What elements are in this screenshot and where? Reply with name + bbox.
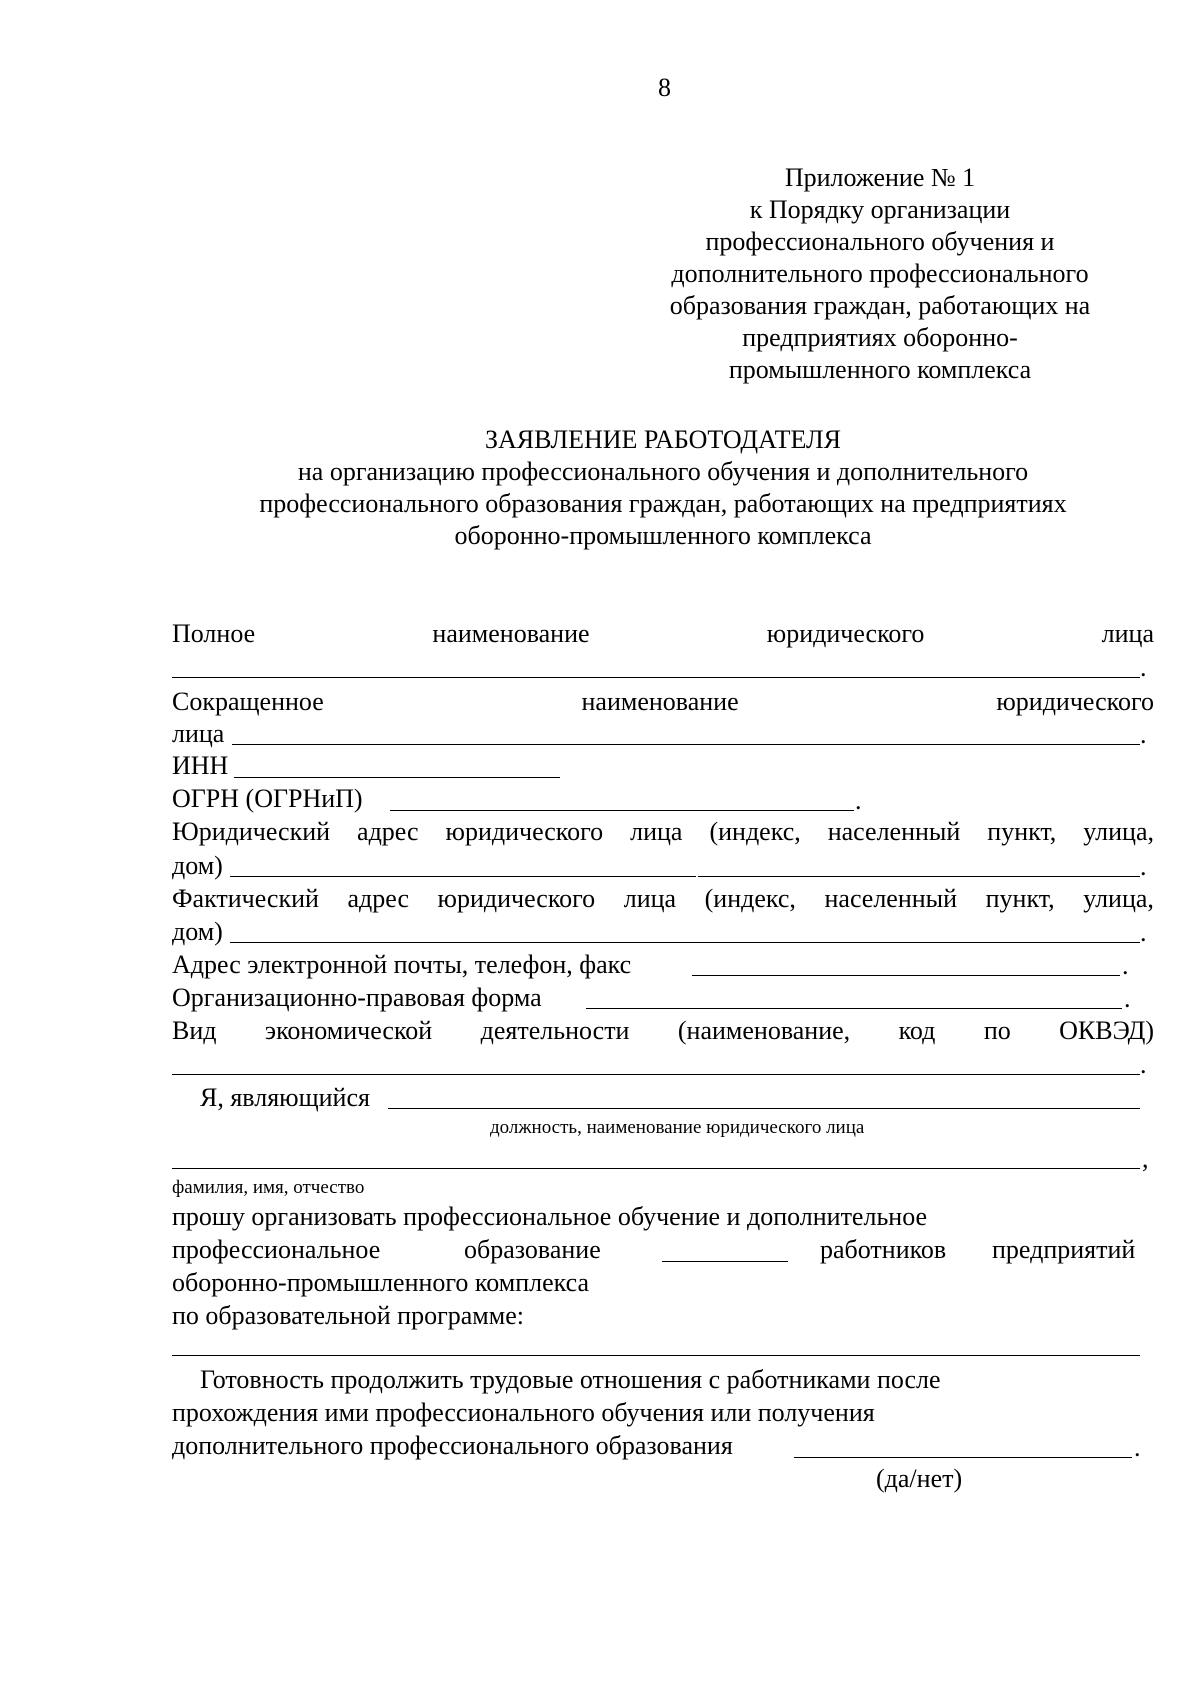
label-word: Фактический <box>172 884 319 913</box>
appendix-line: к Порядку организации <box>749 195 1011 224</box>
label-word: населенный <box>827 817 961 846</box>
appendix-line: образования граждан, работающих на <box>669 291 1091 320</box>
legal-form-label: Организационно-правовая форма <box>172 983 542 1012</box>
readiness-caption: (да/нет) <box>876 1464 963 1493</box>
page-number: 8 <box>658 73 671 102</box>
short-name-label-cont: лица <box>172 719 225 748</box>
readiness-text: дополнительного профессионального образования <box>172 1431 733 1460</box>
label-word: юридического <box>996 687 1154 716</box>
legal-address-field-1[interactable] <box>230 876 696 877</box>
ogrn-label: ОГРН (ОГРНиП) <box>172 784 363 813</box>
activity-field[interactable] <box>172 1074 1140 1075</box>
request-word: предприятий <box>992 1235 1136 1264</box>
label-word: юридического <box>766 619 925 648</box>
label-word: юридического <box>437 884 596 913</box>
label-word: код <box>898 1016 936 1045</box>
label-word: наименование <box>581 687 739 716</box>
full-name-label <box>172 618 1154 650</box>
actual-address-label-cont: дом) <box>172 917 223 946</box>
appendix-line: Приложение № 1 <box>784 163 976 192</box>
label-word: адрес <box>347 884 409 913</box>
fio-field[interactable] <box>172 1168 1140 1169</box>
appendix-block <box>630 162 1130 386</box>
label-word: улица, <box>1083 884 1154 913</box>
fio-caption: фамилия, имя, отчество <box>172 1177 365 1198</box>
title-sub: профессионального образования граждан, работающих на предприятиях <box>259 489 1067 518</box>
declaration-intro: Я, являющийся <box>200 1083 370 1112</box>
label-word: юридического <box>445 817 604 846</box>
contacts-label: Адрес электронной почты, телефон, факс <box>172 950 632 979</box>
request-text: прошу организовать профессиональное обучение и дополнительное <box>172 1202 928 1231</box>
legal-form-field[interactable] <box>586 1008 1122 1009</box>
label-word: Полное <box>172 619 256 648</box>
legal-address-field-2[interactable] <box>698 876 1140 877</box>
appendix-line: предприятиях оборонно- <box>742 323 1018 352</box>
short-name-field[interactable] <box>232 744 1140 745</box>
label-word: адрес <box>357 817 419 846</box>
request-word: профессиональное <box>172 1235 381 1264</box>
label-word: экономической <box>264 1016 433 1045</box>
label-word: улица, <box>1083 817 1154 846</box>
actual-address-label <box>172 883 1154 915</box>
inn-label: ИНН <box>172 751 229 780</box>
appendix-line: промышленного комплекса <box>728 355 1032 384</box>
label-word: лица <box>623 884 677 913</box>
short-name-label <box>172 686 1154 718</box>
readiness-text: Готовность продолжить трудовые отношения с работниками после <box>200 1365 941 1394</box>
position-field[interactable] <box>388 1108 1140 1109</box>
ogrn-field[interactable] <box>390 810 854 811</box>
request-text: оборонно-промышленного комплекса <box>172 1268 590 1297</box>
legal-address-label-cont: дом) <box>172 851 223 880</box>
label-word: Вид <box>172 1016 217 1045</box>
appendix-line: дополнительного профессионального <box>671 259 1089 288</box>
label-word: Сокращенное <box>172 687 324 716</box>
label-word: (индекс, <box>709 817 801 846</box>
label-word: населенный <box>824 884 958 913</box>
document-title <box>172 424 1154 552</box>
title-sub: на организацию профессионального обучения и дополнительного <box>297 457 1029 486</box>
appendix-line: профессионального обучения и <box>705 227 1055 256</box>
label-word: лица <box>630 817 683 846</box>
request-word: образование <box>464 1235 601 1264</box>
label-word: наименование <box>432 619 590 648</box>
actual-address-field[interactable] <box>230 942 1140 943</box>
full-name-field[interactable] <box>172 677 1140 678</box>
readiness-text: прохождения ими профессионального обучения или получения <box>172 1398 875 1427</box>
label-word: (индекс, <box>704 884 796 913</box>
contacts-field[interactable] <box>692 975 1120 976</box>
title-main: ЗАЯВЛЕНИЕ РАБОТОДАТЕЛЯ <box>484 425 842 454</box>
label-word: пункт, <box>987 817 1057 846</box>
activity-label <box>172 1015 1154 1047</box>
label-word: (наименование, <box>677 1016 851 1045</box>
title-sub: оборонно-промышленного комплекса <box>454 521 872 550</box>
label-word: деятельности <box>480 1016 630 1045</box>
position-caption: должность, наименование юридического лица <box>490 1117 865 1138</box>
request-word: работников <box>820 1235 947 1264</box>
program-field[interactable] <box>172 1355 1140 1356</box>
label-word: лица <box>1101 619 1154 648</box>
employee-count-field[interactable] <box>662 1261 788 1262</box>
legal-address-label <box>172 816 1154 848</box>
label-word: ОКВЭД) <box>1059 1016 1154 1045</box>
readiness-field[interactable] <box>794 1457 1132 1458</box>
request-text: по образовательной программе: <box>172 1301 524 1330</box>
inn-field[interactable] <box>234 777 560 778</box>
label-word: Юридический <box>172 817 331 846</box>
label-word: по <box>983 1016 1011 1045</box>
label-word: пункт, <box>985 884 1055 913</box>
